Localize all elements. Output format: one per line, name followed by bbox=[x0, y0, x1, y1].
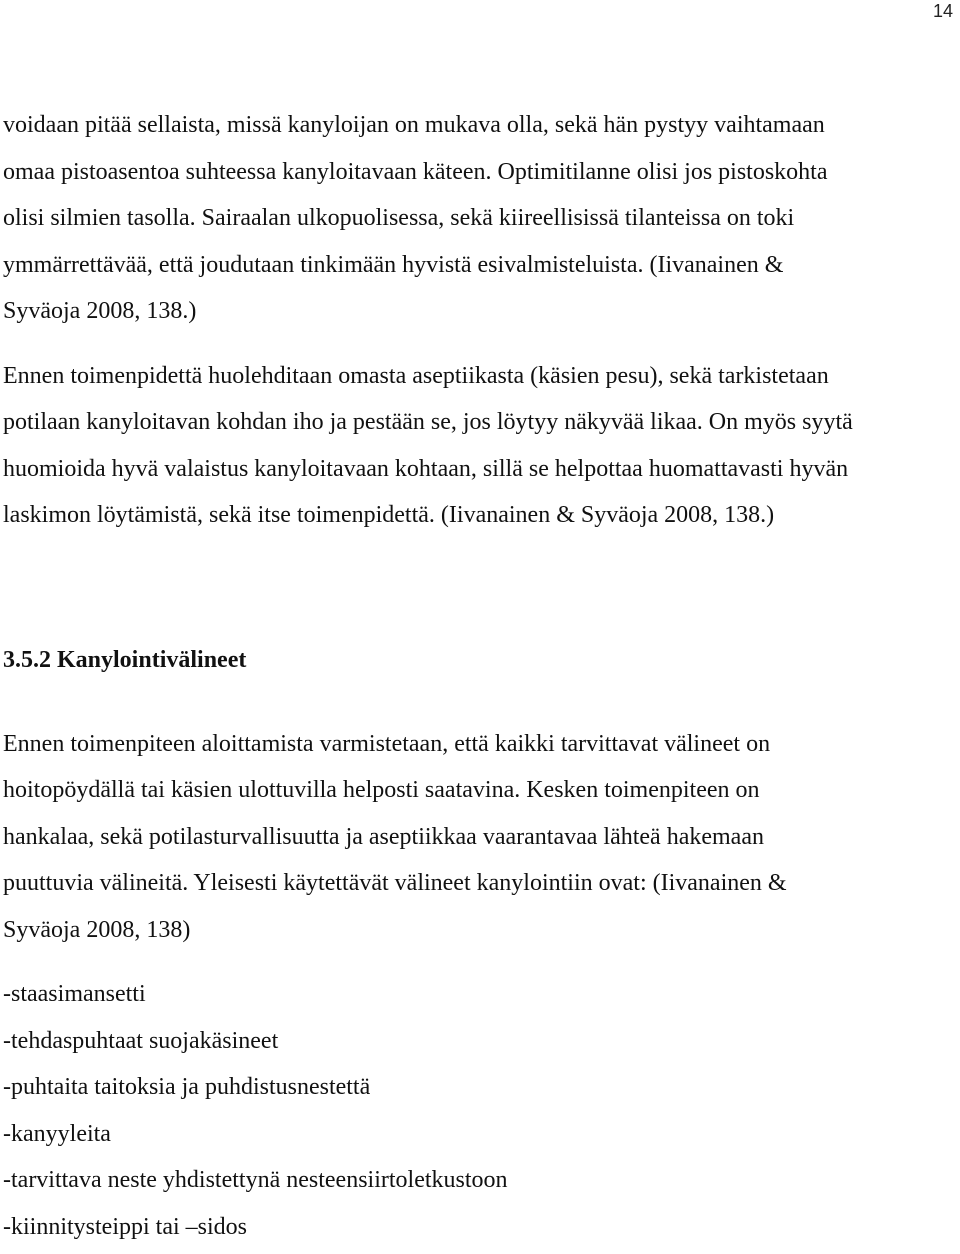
page-number: 14 bbox=[932, 1, 953, 21]
list-item: -tarvittava neste yhdistettynä nesteensiirtoletkustoon bbox=[3, 1167, 508, 1193]
body-paragraph: Ennen toimenpidettä huolehditaan omasta aseptiikasta (käsien pesu), sekä tarkistetaan potilaan kanyloitavan kohdan iho ja pestään se, jos löytyy näkyvää likaa. On myös syytä huomioida hyvä valaistus kanyloitavaan kohtaan, sillä se helpottaa huomattavasti hyvän laskimon löytämistä, sekä itse toimenpidettä. (Iivanainen & Syväoja 2008, 138.) bbox=[3, 362, 853, 528]
list-item: -puhtaita taitoksia ja puhdistusnestettä bbox=[3, 1074, 371, 1100]
section-heading: 3.5.2 Kanylointivälineet bbox=[3, 646, 247, 673]
equipment-list bbox=[3, 971, 953, 1250]
list-item: -kanyyleita bbox=[3, 1120, 111, 1147]
list-item: -tehdaspuhtaat suojakäsineet bbox=[3, 1027, 279, 1054]
list-item: -staasimansetti bbox=[3, 981, 146, 1007]
section-paragraph: Ennen toimenpiteen aloittamista varmistetaan, että kaikki tarvittavat välineet on hoitopöydällä tai käsien ulottuvilla helposti saatavina. Kesken toimenpiteen on hankalaa, sekä potilasturvallisuutta ja aseptiikkaa vaarantavaa lähteä hakemaan puuttuvia välineitä. Yleisesti käytettävät välineet kanylointiin ovat: (Iivanainen & Syväoja 2008, 138) bbox=[3, 730, 787, 943]
document-body bbox=[3, 102, 953, 1250]
body-paragraph: voidaan pitää sellaista, missä kanyloijan on mukava olla, sekä hän pystyy vaihtamaan omaa pistoasentoa suhteessa kanyloitavaan käteen. Optimitilanne olisi jos pistoskohta olisi silmien tasolla. Sairaalan ulkopuolisessa, sekä kiireellisissä tilanteissa on toki ymmärrettävää, että joudutaan tinkimään hyvistä esivalmisteluista. (Iivanainen & Syväoja 2008, 138.) bbox=[3, 112, 828, 324]
list-item: -kiinnitysteippi tai –sidos bbox=[3, 1213, 247, 1240]
